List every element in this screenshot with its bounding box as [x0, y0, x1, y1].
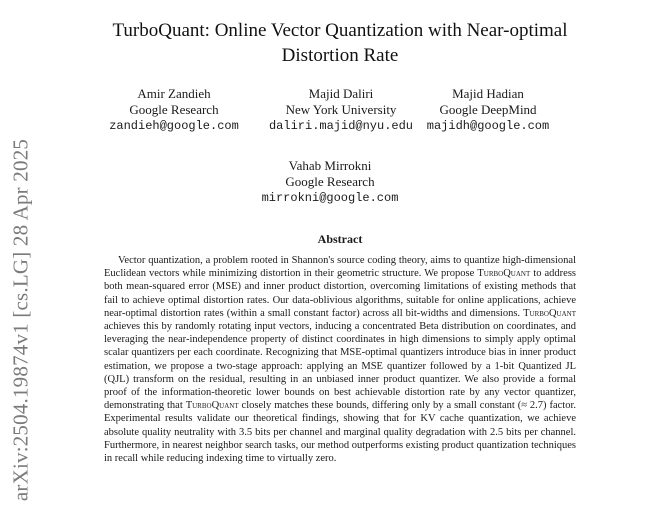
- author-email: daliri.majid@nyu.edu: [268, 119, 414, 133]
- abstract-heading: Abstract: [317, 232, 363, 246]
- author-affiliation: New York University: [285, 102, 397, 117]
- author-name: Majid Hadian: [452, 86, 524, 101]
- author-block: [240, 158, 420, 206]
- abstract-text-3: achieves this by randomly rotating input vectors, inducing a concentrated Beta distribution on coordinates, and leveraging the near-independence property of distinct coordinates in high dimensions to simply apply optimal scalar quantizers per each coordinate. Recognizing that MSE-optimal quantizers introduce bias in inner product estimation, we propose a two-stage approach: applying an MSE quantizer followed by a 1-bit Quantized JL (QJL) transform on the residual, resulting in an unbiased inner product quantizer. We also provide a formal proof of the information-theoretic lower bounds on best achievable distortion rate by any vector quantizer, demonstrating that: [104, 321, 576, 412]
- author-affiliation: Google Research: [285, 174, 375, 189]
- method-name: TurboQuant: [523, 307, 576, 319]
- author-affiliation: Google Research: [129, 102, 219, 117]
- author-name: Vahab Mirrokni: [288, 158, 372, 173]
- arxiv-identifier-text: arXiv:2504.19874v1 [cs.LG] 28 Apr 2025: [8, 138, 33, 502]
- abstract-text-2: to address both mean-squared error (MSE) and inner product distortion, overcoming limitations of existing methods that fail to achieve optimal distortion rates. Our data-oblivious algorithms, suitable for online applications, achieve near-optimal distortion rates (within a small constant factor) across all bit-widths and dimensions.: [104, 268, 576, 319]
- author-name: Amir Zandieh: [137, 86, 211, 101]
- method-name: TurboQuant: [477, 268, 531, 280]
- paper-title: [60, 18, 620, 68]
- paper-title-line-1: TurboQuant: Online Vector Quantization with Near-optimal: [112, 20, 568, 41]
- author-name: Majid Daliri: [308, 86, 374, 101]
- author-block: [398, 86, 578, 134]
- method-name: TurboQuant: [185, 400, 239, 412]
- author-email: mirrokni@google.com: [261, 191, 399, 205]
- abstract-text-1: Vector quantization, a problem rooted in Shannon's source coding theory, aims to quantize high-dimensional Euclidean vectors while minimizing distortion in their geometric structure. We propose: [104, 255, 576, 280]
- arxiv-identifier: [6, 130, 36, 510]
- author-email: zandieh@google.com: [109, 119, 239, 133]
- abstract-body: [104, 254, 576, 465]
- abstract-text-4: closely matches these bounds, differing only by a small constant (≈ 2.7) factor. Experimental results validate our theoretical findings, showing that for KV cache quantization, we achieve absolute quality neutrality with 3.5 bits per channel and marginal quality degradation with 2.5 bits per channel. Furthermore, in nearest neighbor search tasks, our method outperforms existing product quantization techniques in recall while reducing indexing time to virtually zero.: [104, 400, 576, 465]
- paper-title-line-2: Distortion Rate: [281, 45, 399, 66]
- author-block: [84, 86, 264, 134]
- author-affiliation: Google DeepMind: [439, 102, 537, 117]
- author-email: majidh@google.com: [426, 119, 550, 133]
